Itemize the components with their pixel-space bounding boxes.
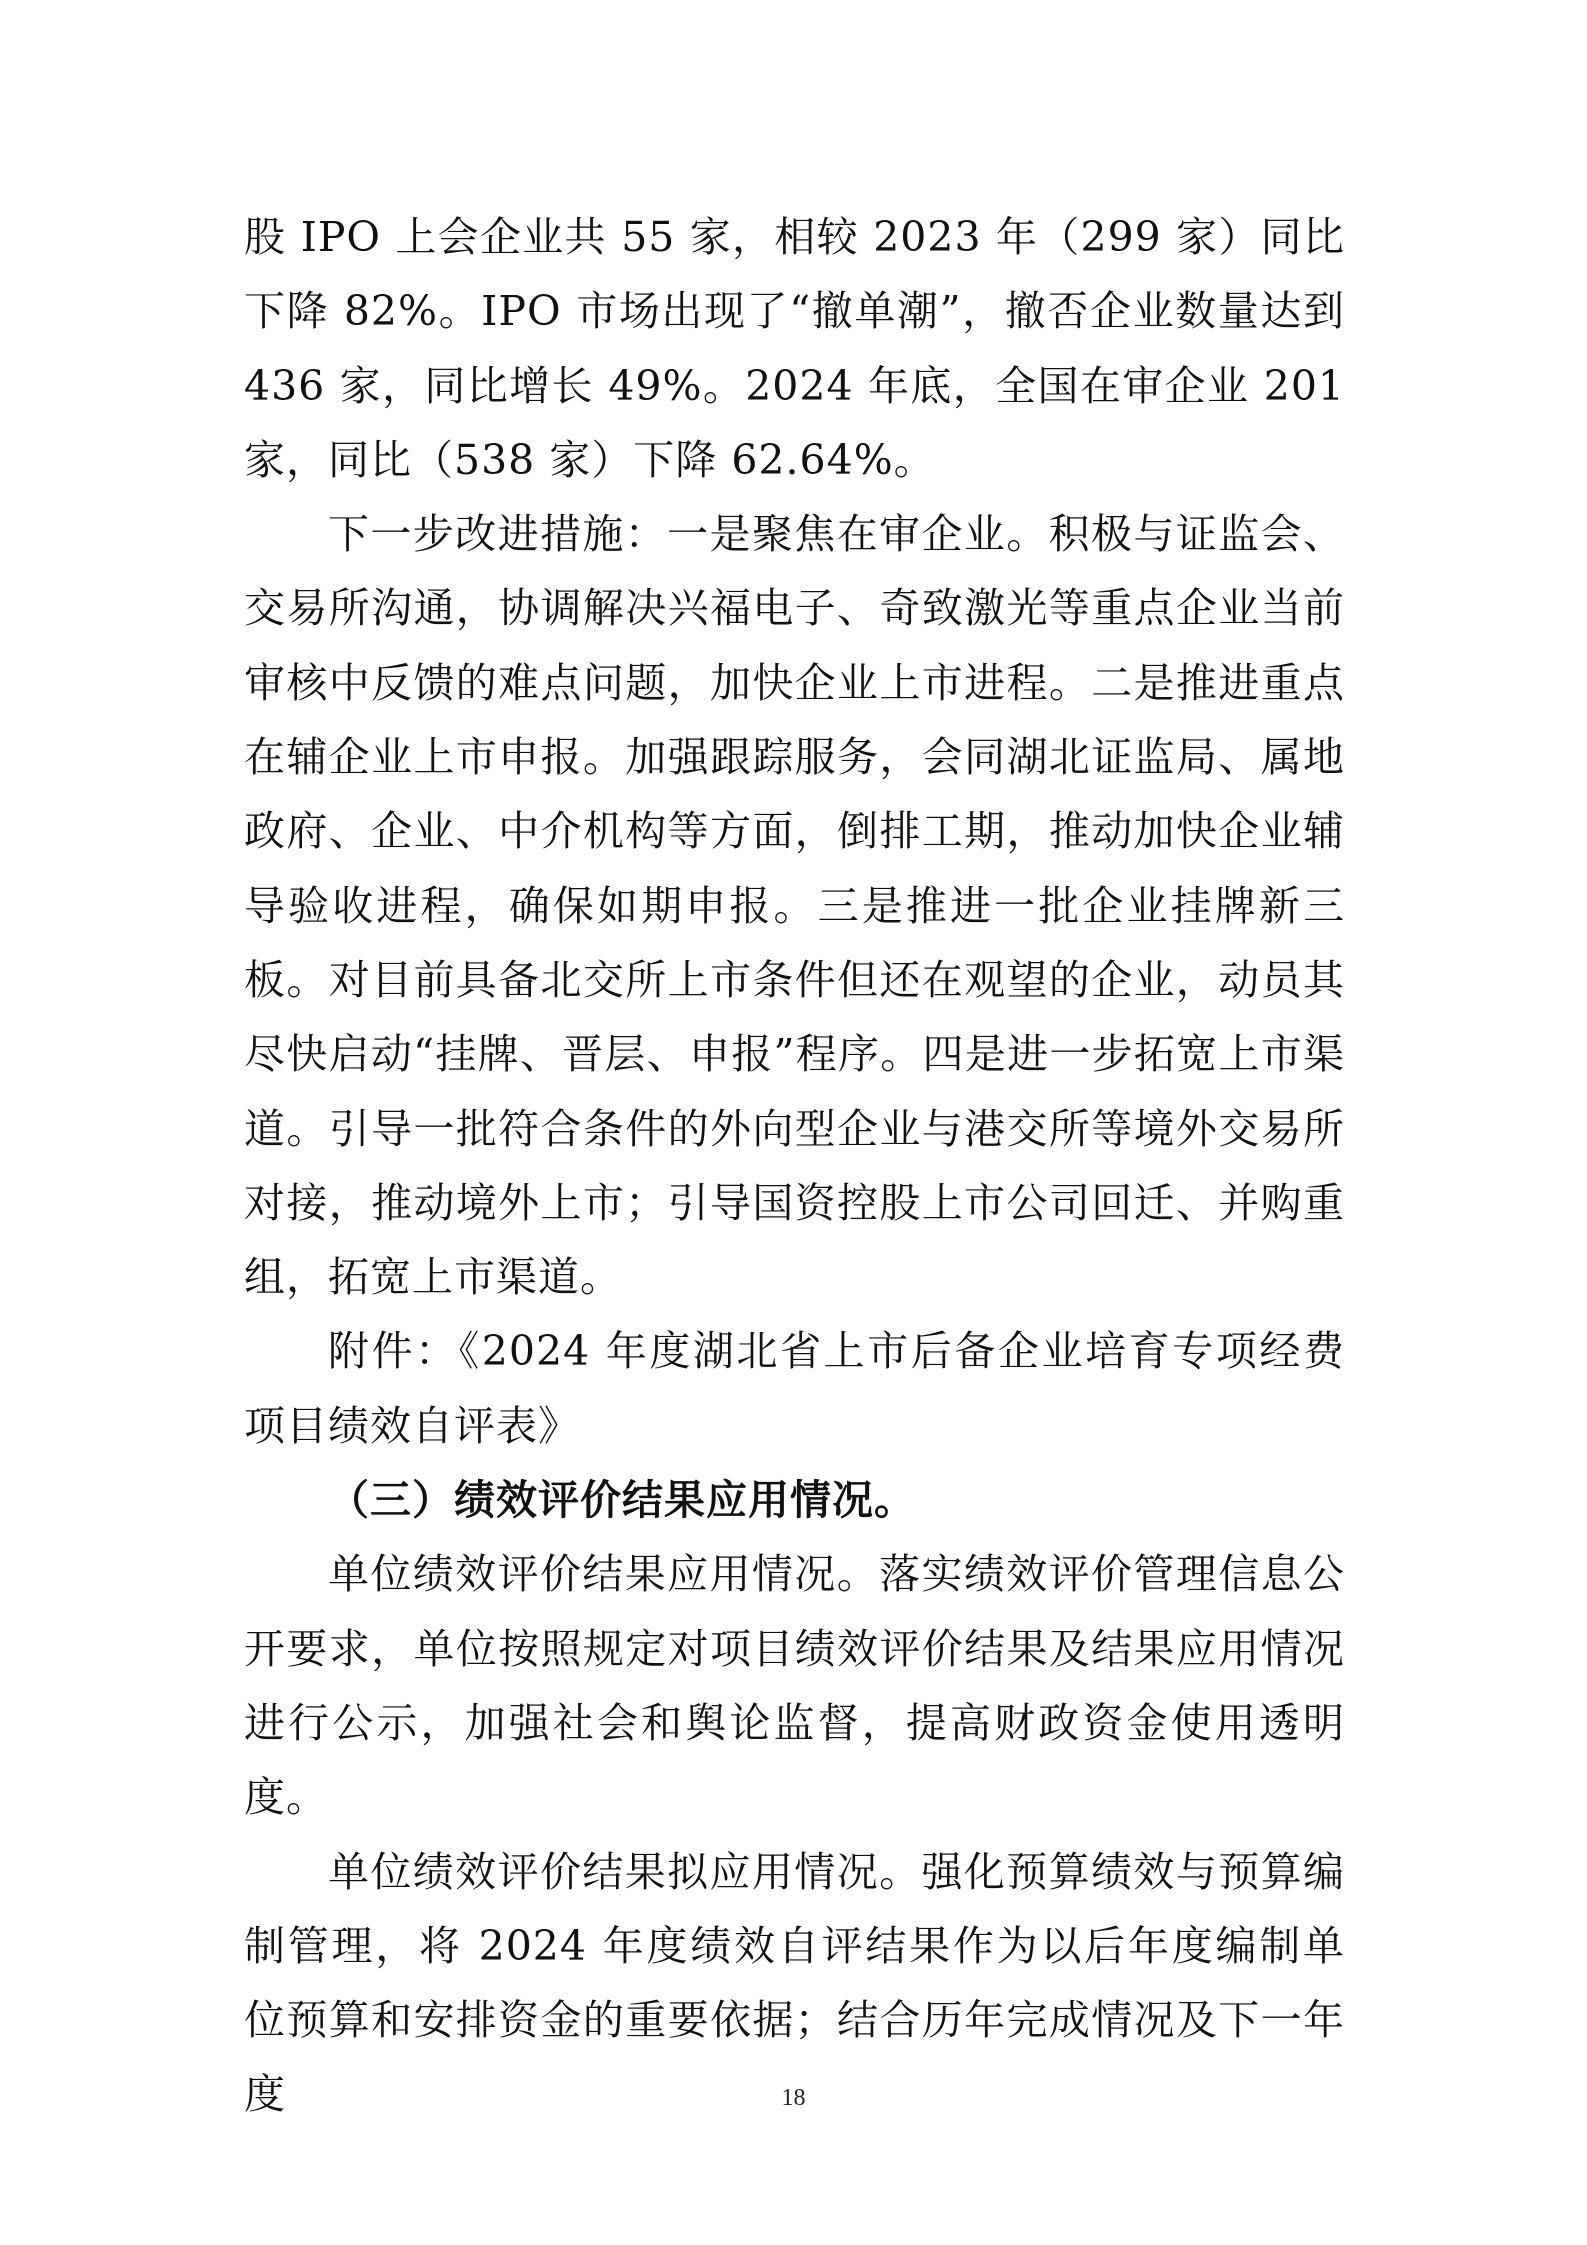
section-heading: （三）绩效评价结果应用情况。 [328,1476,916,1525]
paragraph-attachment: 附件：《2024 年度湖北省上市后备企业培育专项经费项目绩效自评表》 [244,1327,1345,1450]
document-body [244,200,1345,2132]
paragraph-results-planned: 单位绩效评价结果拟应用情况。强化预算绩效与预算编制管理，将 2024 年度绩效自评结果作为以后年度编制单位预算和安排资金的重要依据；结合历年完成情况及下一年度 [244,1847,1345,2119]
paragraph-results-applied: 单位绩效评价结果应用情况。落实绩效评价管理信息公开要求，单位按照规定对项目绩效评价结果及结果应用情况进行公示，加强社会和舆论监督，提高财政资金使用透明度。 [244,1550,1345,1822]
paragraph-ipo-stats: 股 IPO 上会企业共 55 家，相较 2023 年（299 家）同比下降 82%。IPO 市场出现了“撤单潮”，撤否企业数量达到 436 家，同比增长 49%。2024 年底，全国在审企业 201 家，同比（538 家）下降 62.64%。 [244,213,1345,484]
paragraph-next-steps: 下一步改进措施：一是聚焦在审企业。积极与证监会、交易所沟通，协调解决兴福电子、奇致激光等重点企业当前审核中反馈的难点问题，加快企业上市进程。二是推进重点在辅企业上市申报。加强跟踪服务，会同湖北证监局、属地政府、企业、中介机构等方面，倒排工期，推动加快企业辅导验收进程，确保如期申报。三是推进一批企业挂牌新三板。对目前具备北交所上市条件但还在观望的企业，动员其尽快启动“挂牌、晋层、申报”程序。四是进一步拓宽上市渠道。引导一批符合条件的外向型企业与港交所等境外交易所对接，推动境外上市；引导国资控股上市公司回迁、并购重组，拓宽上市渠道。 [244,510,1345,1302]
page-number: 18 [781,2085,806,2111]
